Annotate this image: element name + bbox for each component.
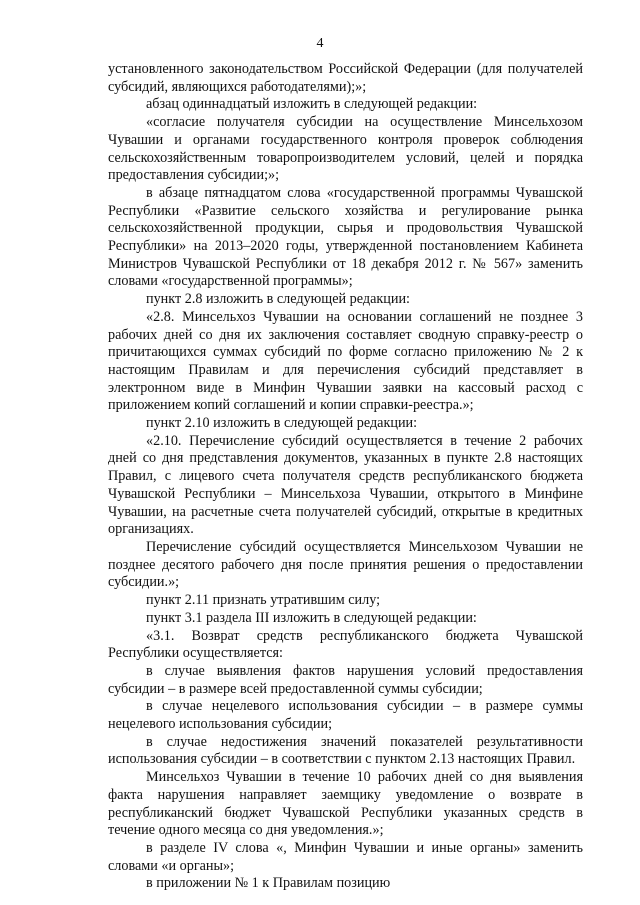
paragraph-14: в случае нецелевого использования субсидии – в размере суммы нецелевого использования субсидии; [108, 698, 583, 733]
page-number: 4 [316, 36, 324, 51]
paragraph-8: «2.10. Перечисление субсидий осуществляется в течение 2 рабочих дней со дня представления документов, указанных в пункте 2.8 настоящих Правил, с лицевого счета получателя средств республиканского бюджета Чувашской Республики – Минсельхоза Чувашии, открытого в Минфине Чувашии, на расчетные счета получателей субсидий, открытые в кредитных организациях. [108, 432, 583, 538]
paragraph-13: в случае выявления фактов нарушения условий предоставления субсидии – в размере всей предоставленной суммы субсидии; [108, 662, 583, 697]
paragraph-6: «2.8. Минсельхоз Чувашии на основании соглашений не позднее 3 рабочих дней со дня их заключения составляет сводную справку-реестр о причитающихся суммах субсидий по форме согласно приложению № 2 к настоящим Правилам и для перечисления субсидий представляет в электронном виде в Минфин Чувашии заявки на кассовый расход с приложением копий соглашений и копии справки-реестра.»; [108, 308, 583, 414]
paragraph-2: абзац одиннадцатый изложить в следующей редакции: [146, 96, 478, 113]
paragraph-10: пункт 2.11 признать утратившим силу; [146, 592, 381, 609]
paragraph-15: в случае недостижения значений показателей результативности использования субсидии – в соответствии с пунктом 2.13 настоящих Правил. [108, 733, 583, 768]
document-body [108, 61, 583, 893]
paragraph-3: «согласие получателя субсидии на осуществление Минсельхозом Чувашии и органами государственного контроля проверок соблюдения сельскохозяйственным товаропроизводителем условий, целей и порядка предоставления субсидии;»; [108, 114, 583, 184]
paragraph-7: пункт 2.10 изложить в следующей редакции: [146, 415, 418, 432]
paragraph-9: Перечисление субсидий осуществляется Минсельхозом Чувашии не позднее десятого рабочего дня после принятия решения о предоставлении субсидии.»; [108, 538, 583, 591]
paragraph-16: Минсельхоз Чувашии в течение 10 рабочих дней со дня выявления факта нарушения направляет заемщику уведомление о возврате в республиканский бюджет Чувашской Республики указанных средств в течение одного месяца со дня уведомления.»; [108, 769, 583, 839]
paragraph-4: в абзаце пятнадцатом слова «государственной программы Чувашской Республики «Развитие сельского хозяйства и регулирование рынка сельскохозяйственной продукции, сырья и продовольствия Чувашской Республики» на 2013–2020 годы, утвержденной постановлением Кабинета Министров Чувашской Республики от 18 декабря 2012 г. № 567» заменить словами «государственной программы»; [108, 184, 583, 290]
paragraph-1: установленного законодательством Российской Федерации (для получателей субсидий, являющихся работодателями);»; [108, 61, 583, 95]
paragraph-12: «3.1. Возврат средств республиканского бюджета Чувашской Республики осуществляется: [108, 627, 583, 662]
paragraph-18: в приложении № 1 к Правилам позицию [146, 875, 391, 892]
paragraph-11: пункт 3.1 раздела III изложить в следующей редакции: [146, 609, 477, 626]
paragraph-17: в разделе IV слова «, Минфин Чувашии и иные органы» заменить словами «и органы»; [108, 839, 583, 874]
paragraph-5: пункт 2.8 изложить в следующей редакции: [146, 291, 410, 308]
